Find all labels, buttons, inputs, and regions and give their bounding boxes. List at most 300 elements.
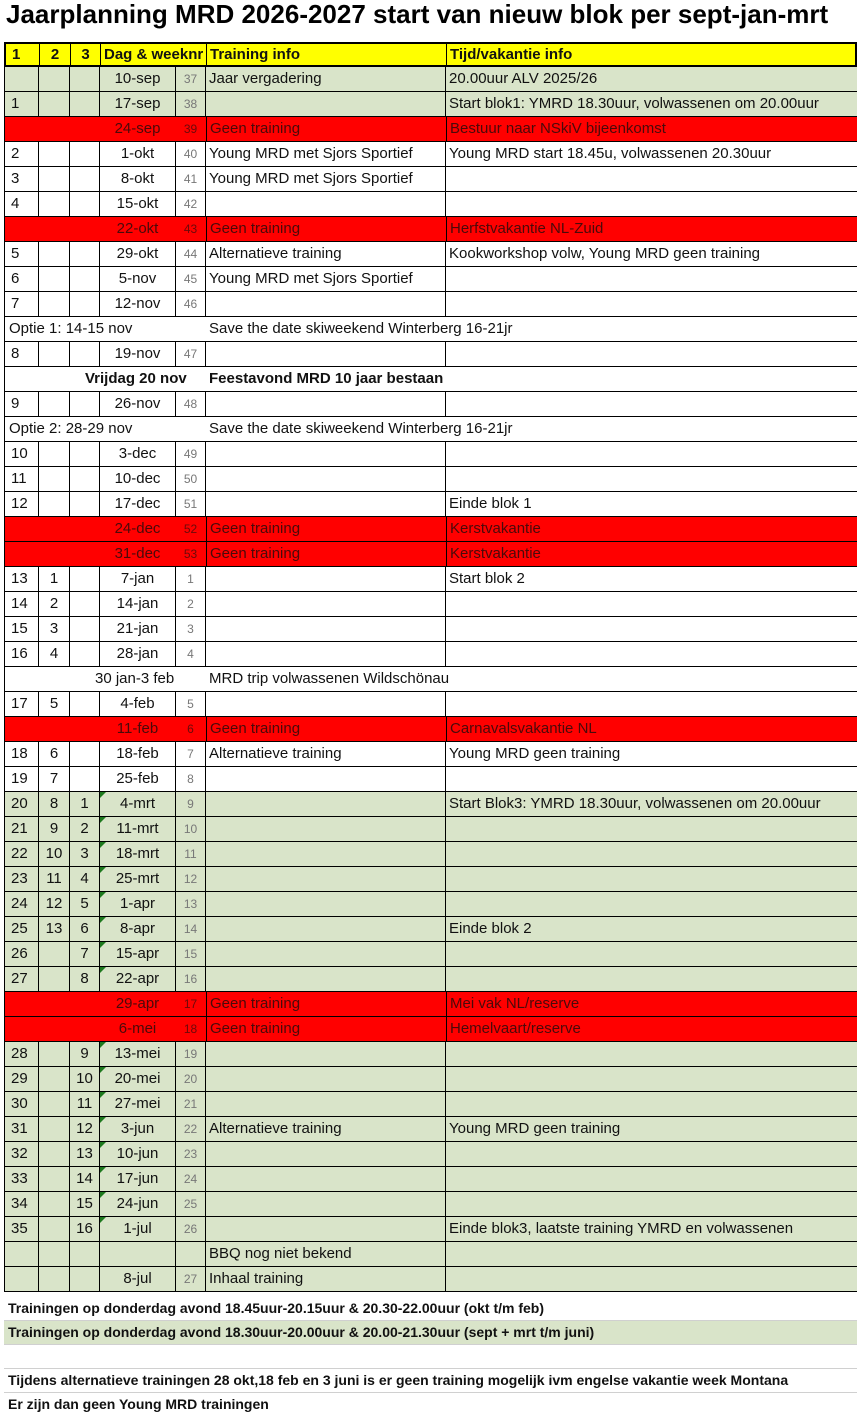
table-row <box>4 917 857 942</box>
block3-number-cell: 8 <box>70 967 100 991</box>
training-number-cell: 8 <box>5 342 39 366</box>
training-info-cell <box>206 592 446 616</box>
time-holiday-info-cell <box>446 1142 857 1166</box>
time-holiday-info-cell <box>446 1092 857 1116</box>
time-holiday-info-cell <box>446 1042 857 1066</box>
training-number-cell: 17 <box>5 692 39 716</box>
training-info-cell <box>206 442 446 466</box>
training-info-cell: Inhaal training <box>206 1267 446 1291</box>
date-cell: 22-okt <box>100 217 176 241</box>
week-number-cell: 22 <box>176 1117 206 1141</box>
date-cell: 17-jun <box>100 1167 176 1191</box>
training-info-cell <box>206 1167 446 1191</box>
time-holiday-info-cell <box>446 392 857 416</box>
week-number-cell: 17 <box>176 992 206 1016</box>
block2-number-cell <box>39 1142 70 1166</box>
block2-number-cell <box>39 467 70 491</box>
block3-number-cell <box>70 467 100 491</box>
time-holiday-info-cell: Start blok1: YMRD 18.30uur, volwassenen om 20.00uur <box>446 92 857 116</box>
time-holiday-info-cell: Einde blok 2 <box>446 917 857 941</box>
block2-number-cell: 6 <box>39 742 70 766</box>
block2-number-cell <box>39 1192 70 1216</box>
training-info-cell: Jaar vergadering <box>206 67 446 91</box>
planning-table <box>4 42 857 1292</box>
training-info-cell <box>206 617 446 641</box>
date-cell: 17-sep <box>100 92 176 116</box>
block3-number-cell: 10 <box>70 1067 100 1091</box>
table-row <box>4 992 857 1017</box>
event-date-label: 30 jan-3 feb <box>95 670 175 687</box>
training-number-cell: 22 <box>5 842 39 866</box>
week-number-cell: 40 <box>176 142 206 166</box>
week-number-cell: 2 <box>176 592 206 616</box>
block3-number-cell <box>70 992 100 1016</box>
training-number-cell: 29 <box>5 1067 39 1091</box>
date-cell: 28-jan <box>100 642 176 666</box>
week-number-cell: 43 <box>176 217 206 241</box>
training-info-cell <box>206 1142 446 1166</box>
training-number-cell <box>5 117 39 141</box>
table-row <box>4 1267 857 1292</box>
week-number-cell: 37 <box>176 67 206 91</box>
training-info-cell <box>206 967 446 991</box>
time-holiday-info-cell <box>446 467 857 491</box>
block3-number-cell <box>70 642 100 666</box>
training-number-cell: 30 <box>5 1092 39 1116</box>
date-cell: 27-mei <box>100 1092 176 1116</box>
week-number-cell: 27 <box>176 1267 206 1291</box>
training-info-cell <box>206 467 446 491</box>
date-cell: 31-dec <box>100 542 176 566</box>
date-cell: 20-mei <box>100 1067 176 1091</box>
block2-number-cell <box>39 942 70 966</box>
table-row <box>4 742 857 767</box>
event-date-label: Optie 1: 14-15 nov <box>9 320 133 337</box>
training-info-cell <box>206 292 446 316</box>
training-number-cell: 35 <box>5 1217 39 1241</box>
training-number-cell <box>5 992 39 1016</box>
time-holiday-info-cell: Young MRD geen training <box>446 742 857 766</box>
block2-number-cell: 2 <box>39 592 70 616</box>
block3-number-cell: 3 <box>70 842 100 866</box>
table-row <box>4 1217 857 1242</box>
table-row <box>4 1067 857 1092</box>
table-row <box>4 1192 857 1217</box>
block3-number-cell <box>70 717 100 741</box>
header-col-2: 2 <box>40 44 71 65</box>
table-row <box>4 592 857 617</box>
training-number-cell: 13 <box>5 567 39 591</box>
table-row <box>4 142 857 167</box>
footer-spacer <box>4 1345 857 1369</box>
table-body <box>4 67 857 1292</box>
block2-number-cell: 12 <box>39 892 70 916</box>
training-number-cell <box>5 542 39 566</box>
block2-number-cell <box>39 1067 70 1091</box>
training-info-cell <box>206 892 446 916</box>
training-info-cell <box>206 567 446 591</box>
week-number-cell: 20 <box>176 1067 206 1091</box>
training-number-cell: 34 <box>5 1192 39 1216</box>
comment-marker-icon <box>100 1117 106 1123</box>
footer-notes <box>4 1297 857 1415</box>
training-info-cell <box>206 1217 446 1241</box>
time-holiday-info-cell: Start blok 2 <box>446 567 857 591</box>
block3-number-cell: 7 <box>70 942 100 966</box>
training-number-cell: 12 <box>5 492 39 516</box>
week-number-cell: 16 <box>176 967 206 991</box>
date-cell: 25-mrt <box>100 867 176 891</box>
week-number-cell: 44 <box>176 242 206 266</box>
header-time-holiday-info: Tijd/vakantie info <box>447 44 857 65</box>
time-holiday-info-cell <box>446 767 857 791</box>
table-row <box>4 792 857 817</box>
week-number-cell: 18 <box>176 1017 206 1041</box>
training-info-cell <box>206 392 446 416</box>
week-number-cell: 3 <box>176 617 206 641</box>
block3-number-cell <box>70 267 100 291</box>
week-number-cell: 49 <box>176 442 206 466</box>
training-info-cell <box>206 492 446 516</box>
block3-number-cell: 11 <box>70 1092 100 1116</box>
event-description: Feestavond MRD 10 jaar bestaan <box>209 370 444 387</box>
block2-number-cell: 10 <box>39 842 70 866</box>
training-info-cell: Geen training <box>206 1017 446 1041</box>
date-cell: 11-feb <box>100 717 176 741</box>
week-number-cell: 23 <box>176 1142 206 1166</box>
table-row <box>4 967 857 992</box>
time-holiday-info-cell: Kookworkshop volw, Young MRD geen training <box>446 242 857 266</box>
table-row <box>4 767 857 792</box>
block2-number-cell <box>39 392 70 416</box>
footer-note-schedule-summer: Trainingen op donderdag avond 18.30uur-20.00uur & 20.00-21.30uur (sept + mrt t/m juni) <box>4 1321 857 1345</box>
date-cell: 8-okt <box>100 167 176 191</box>
table-row <box>4 317 857 342</box>
week-number-cell: 42 <box>176 192 206 216</box>
date-cell: 3-dec <box>100 442 176 466</box>
week-number-cell: 5 <box>176 692 206 716</box>
block3-number-cell <box>70 192 100 216</box>
training-number-cell: 32 <box>5 1142 39 1166</box>
date-cell: 7-jan <box>100 567 176 591</box>
training-number-cell: 10 <box>5 442 39 466</box>
block3-number-cell: 16 <box>70 1217 100 1241</box>
block3-number-cell <box>70 1267 100 1291</box>
training-number-cell: 6 <box>5 267 39 291</box>
block3-number-cell <box>70 742 100 766</box>
week-number-cell: 38 <box>176 92 206 116</box>
time-holiday-info-cell <box>446 692 857 716</box>
training-number-cell <box>5 67 39 91</box>
block3-number-cell <box>70 142 100 166</box>
training-info-cell <box>206 817 446 841</box>
training-info-cell: Geen training <box>206 717 446 741</box>
block2-number-cell <box>39 967 70 991</box>
table-row <box>4 542 857 567</box>
date-cell: 8-jul <box>100 1267 176 1291</box>
training-info-cell: Young MRD met Sjors Sportief <box>206 142 446 166</box>
table-row <box>4 842 857 867</box>
block2-number-cell <box>39 342 70 366</box>
block3-number-cell <box>70 117 100 141</box>
training-number-cell: 11 <box>5 467 39 491</box>
week-number-cell: 15 <box>176 942 206 966</box>
date-cell: 10-sep <box>100 67 176 91</box>
training-number-cell: 3 <box>5 167 39 191</box>
training-number-cell: 5 <box>5 242 39 266</box>
table-row <box>4 667 857 692</box>
training-number-cell <box>5 517 39 541</box>
block3-number-cell <box>70 517 100 541</box>
table-row <box>4 67 857 92</box>
block2-number-cell: 4 <box>39 642 70 666</box>
table-row <box>4 1017 857 1042</box>
block2-number-cell: 7 <box>39 767 70 791</box>
footer-note-schedule-winter: Trainingen op donderdag avond 18.45uur-20.15uur & 20.30-22.00uur (okt t/m feb) <box>4 1297 857 1321</box>
time-holiday-info-cell <box>446 967 857 991</box>
time-holiday-info-cell: Hemelvaart/reserve <box>446 1017 857 1041</box>
header-training-info: Training info <box>207 44 447 65</box>
training-info-cell: Young MRD met Sjors Sportief <box>206 267 446 291</box>
block2-number-cell <box>39 1242 70 1266</box>
block2-number-cell <box>39 67 70 91</box>
date-cell: 13-mei <box>100 1042 176 1066</box>
table-row <box>4 442 857 467</box>
week-number-cell: 41 <box>176 167 206 191</box>
date-cell: 29-okt <box>100 242 176 266</box>
time-holiday-info-cell: Start Blok3: YMRD 18.30uur, volwassenen om 20.00uur <box>446 792 857 816</box>
training-info-cell <box>206 1192 446 1216</box>
week-number-cell: 52 <box>176 517 206 541</box>
block3-number-cell <box>70 1017 100 1041</box>
date-cell: 18-feb <box>100 742 176 766</box>
comment-marker-icon <box>100 942 106 948</box>
block3-number-cell <box>70 592 100 616</box>
comment-marker-icon <box>100 1042 106 1048</box>
time-holiday-info-cell <box>446 442 857 466</box>
block3-number-cell <box>70 617 100 641</box>
training-info-cell: Young MRD met Sjors Sportief <box>206 167 446 191</box>
training-number-cell: 2 <box>5 142 39 166</box>
date-cell: 24-sep <box>100 117 176 141</box>
week-number-cell: 48 <box>176 392 206 416</box>
time-holiday-info-cell <box>446 1192 857 1216</box>
training-info-cell: Geen training <box>206 992 446 1016</box>
date-cell: 15-okt <box>100 192 176 216</box>
training-number-cell <box>5 1267 39 1291</box>
block3-number-cell <box>70 217 100 241</box>
training-number-cell: 24 <box>5 892 39 916</box>
date-cell: 17-dec <box>100 492 176 516</box>
date-cell: 25-feb <box>100 767 176 791</box>
date-cell: 19-nov <box>100 342 176 366</box>
table-row <box>4 1242 857 1267</box>
training-number-cell: 16 <box>5 642 39 666</box>
training-info-cell <box>206 92 446 116</box>
date-cell: 4-mrt <box>100 792 176 816</box>
block3-number-cell <box>70 567 100 591</box>
training-number-cell: 21 <box>5 817 39 841</box>
table-row <box>4 517 857 542</box>
time-holiday-info-cell: Kerstvakantie <box>446 517 857 541</box>
time-holiday-info-cell <box>446 1267 857 1291</box>
date-cell: 24-jun <box>100 1192 176 1216</box>
block3-number-cell <box>70 67 100 91</box>
block3-number-cell: 12 <box>70 1117 100 1141</box>
training-number-cell: 23 <box>5 867 39 891</box>
time-holiday-info-cell <box>446 842 857 866</box>
date-cell: 10-dec <box>100 467 176 491</box>
block3-number-cell <box>70 692 100 716</box>
time-holiday-info-cell <box>446 892 857 916</box>
comment-marker-icon <box>100 892 106 898</box>
block3-number-cell <box>70 442 100 466</box>
event-date-label: Vrijdag 20 nov <box>85 370 187 387</box>
time-holiday-info-cell <box>446 267 857 291</box>
table-row <box>4 292 857 317</box>
week-number-cell: 47 <box>176 342 206 366</box>
time-holiday-info-cell: Young MRD geen training <box>446 1117 857 1141</box>
event-description: Save the date skiweekend Winterberg 16-21jr <box>209 420 513 437</box>
time-holiday-info-cell <box>446 167 857 191</box>
table-row <box>4 1117 857 1142</box>
training-info-cell: Alternatieve training <box>206 242 446 266</box>
table-header <box>4 42 857 67</box>
week-number-cell: 19 <box>176 1042 206 1066</box>
block2-number-cell: 8 <box>39 792 70 816</box>
date-cell: 24-dec <box>100 517 176 541</box>
block2-number-cell <box>39 517 70 541</box>
comment-marker-icon <box>100 917 106 923</box>
comment-marker-icon <box>100 1067 106 1073</box>
table-row <box>4 617 857 642</box>
training-number-cell: 7 <box>5 292 39 316</box>
training-number-cell <box>5 1017 39 1041</box>
block2-number-cell <box>39 717 70 741</box>
table-row <box>4 692 857 717</box>
header-col-1: 1 <box>6 44 40 65</box>
week-number-cell: 7 <box>176 742 206 766</box>
table-row <box>4 942 857 967</box>
block3-number-cell <box>70 767 100 791</box>
time-holiday-info-cell <box>446 1242 857 1266</box>
training-info-cell <box>206 192 446 216</box>
training-number-cell: 28 <box>5 1042 39 1066</box>
block3-number-cell: 9 <box>70 1042 100 1066</box>
week-number-cell: 26 <box>176 1217 206 1241</box>
training-info-cell <box>206 1067 446 1091</box>
training-info-cell <box>206 767 446 791</box>
block2-number-cell <box>39 542 70 566</box>
comment-marker-icon <box>100 1142 106 1148</box>
week-number-cell: 4 <box>176 642 206 666</box>
time-holiday-info-cell: Einde blok3, laatste training YMRD en volwassenen <box>446 1217 857 1241</box>
date-cell: 3-jun <box>100 1117 176 1141</box>
training-info-cell <box>206 342 446 366</box>
time-holiday-info-cell <box>446 1167 857 1191</box>
week-number-cell: 12 <box>176 867 206 891</box>
training-info-cell <box>206 1092 446 1116</box>
time-holiday-info-cell <box>446 617 857 641</box>
header-col-3: 3 <box>71 44 101 65</box>
block3-number-cell <box>70 392 100 416</box>
block2-number-cell <box>39 1092 70 1116</box>
week-number-cell: 13 <box>176 892 206 916</box>
date-cell: 29-apr <box>100 992 176 1016</box>
date-cell <box>100 1242 176 1266</box>
comment-marker-icon <box>100 842 106 848</box>
training-number-cell: 31 <box>5 1117 39 1141</box>
block3-number-cell: 14 <box>70 1167 100 1191</box>
table-row <box>4 1167 857 1192</box>
block3-number-cell <box>70 92 100 116</box>
block2-number-cell: 3 <box>39 617 70 641</box>
block2-number-cell: 13 <box>39 917 70 941</box>
week-number-cell: 50 <box>176 467 206 491</box>
date-cell: 12-nov <box>100 292 176 316</box>
week-number-cell: 45 <box>176 267 206 291</box>
training-info-cell: Geen training <box>206 217 446 241</box>
training-number-cell <box>5 1242 39 1266</box>
table-row <box>4 342 857 367</box>
training-number-cell: 18 <box>5 742 39 766</box>
block2-number-cell <box>39 217 70 241</box>
week-number-cell: 6 <box>176 717 206 741</box>
week-number-cell: 51 <box>176 492 206 516</box>
time-holiday-info-cell: Bestuur naar NSkiV bijeenkomst <box>446 117 857 141</box>
block2-number-cell <box>39 92 70 116</box>
comment-marker-icon <box>100 1092 106 1098</box>
comment-marker-icon <box>100 1217 106 1223</box>
week-number-cell: 25 <box>176 1192 206 1216</box>
header-day-week: Dag & weeknr <box>101 44 207 65</box>
date-cell: 1-apr <box>100 892 176 916</box>
training-number-cell: 26 <box>5 942 39 966</box>
table-row <box>4 1092 857 1117</box>
week-number-cell: 8 <box>176 767 206 791</box>
table-row <box>4 892 857 917</box>
time-holiday-info-cell <box>446 642 857 666</box>
date-cell: 10-jun <box>100 1142 176 1166</box>
training-number-cell: 25 <box>5 917 39 941</box>
table-row <box>4 392 857 417</box>
date-cell: 14-jan <box>100 592 176 616</box>
block3-number-cell: 15 <box>70 1192 100 1216</box>
footer-note-no-young: Er zijn dan geen Young MRD trainingen <box>4 1393 857 1415</box>
table-row <box>4 92 857 117</box>
block2-number-cell <box>39 992 70 1016</box>
date-cell: 1-jul <box>100 1217 176 1241</box>
block3-number-cell <box>70 167 100 191</box>
time-holiday-info-cell <box>446 867 857 891</box>
week-number-cell: 11 <box>176 842 206 866</box>
week-number-cell <box>176 1242 206 1266</box>
training-info-cell <box>206 942 446 966</box>
training-number-cell: 19 <box>5 767 39 791</box>
comment-marker-icon <box>100 817 106 823</box>
week-number-cell: 14 <box>176 917 206 941</box>
comment-marker-icon <box>100 1192 106 1198</box>
training-number-cell: 4 <box>5 192 39 216</box>
block2-number-cell <box>39 1267 70 1291</box>
time-holiday-info-cell <box>446 1067 857 1091</box>
training-info-cell <box>206 917 446 941</box>
block2-number-cell <box>39 192 70 216</box>
training-number-cell <box>5 717 39 741</box>
date-cell: 18-mrt <box>100 842 176 866</box>
table-row <box>4 467 857 492</box>
week-number-cell: 24 <box>176 1167 206 1191</box>
